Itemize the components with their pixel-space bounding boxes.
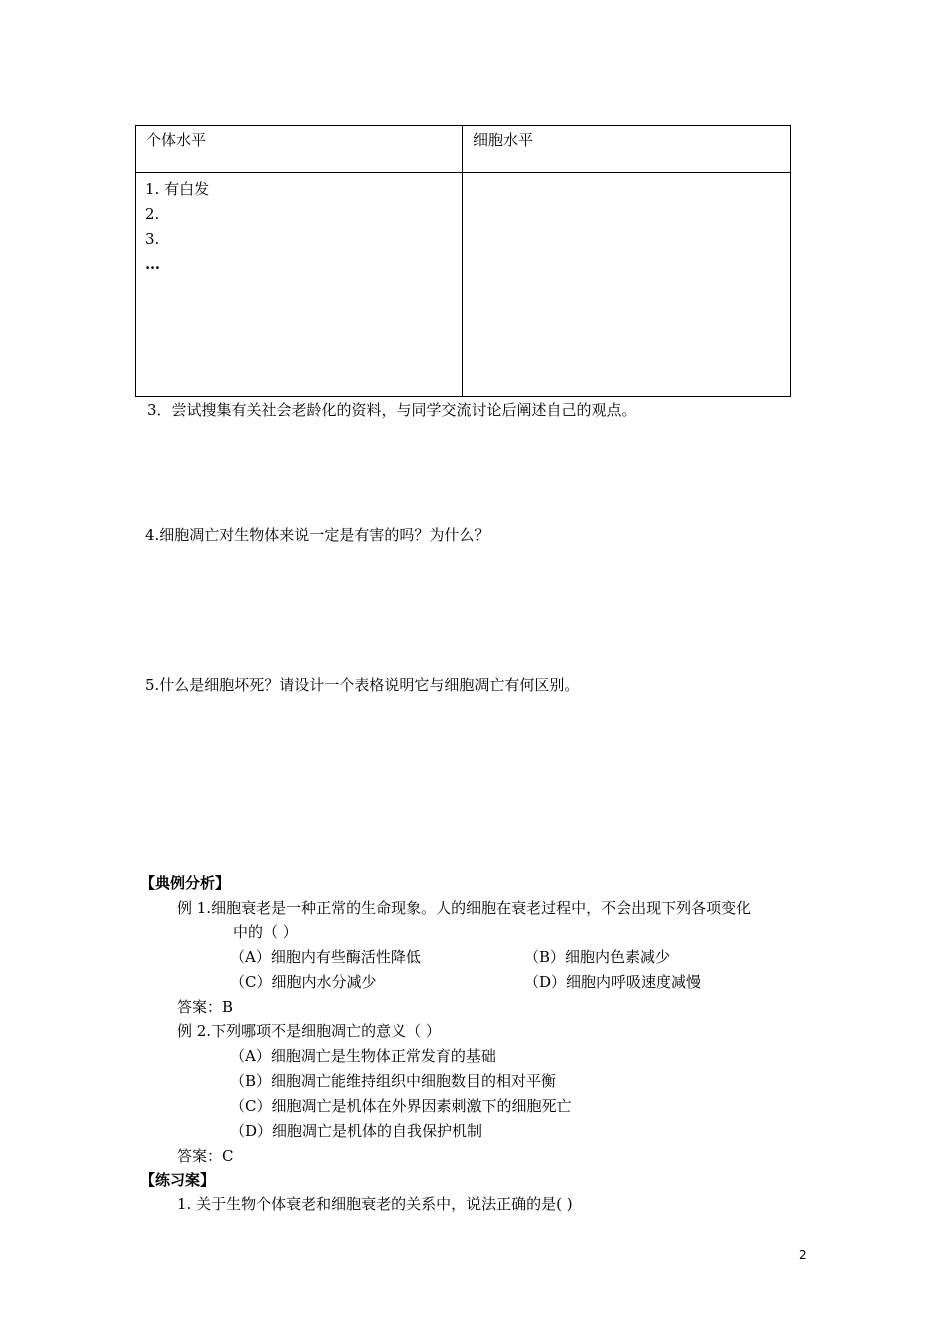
practice-heading: 【练习案】 xyxy=(140,1171,216,1189)
example-2-option-b: （B）细胞凋亡能维持组织中细胞数目的相对平衡 xyxy=(230,1072,557,1090)
individual-item: 3. xyxy=(145,230,160,248)
header-cell-level: 细胞水平 xyxy=(463,126,791,173)
individual-item: … xyxy=(145,255,160,273)
question-3: 3．尝试搜集有关社会老龄化的资料，与同学交流讨论后阐述自己的观点。 xyxy=(147,401,637,419)
examples-heading: 【典例分析】 xyxy=(140,874,231,892)
example-1-stem: 例 1.细胞衰老是一种正常的生命现象。人的细胞在衰老过程中，不会出现下列各项变化 xyxy=(177,899,752,917)
example-2-option-c: （C）细胞凋亡是机体在外界因素刺激下的细胞死亡 xyxy=(230,1097,572,1115)
question-4: 4.细胞凋亡对生物体来说一定是有害的吗？为什么？ xyxy=(145,526,490,544)
individual-level-cell[interactable] xyxy=(136,173,463,397)
page-number: 2 xyxy=(799,1248,807,1262)
question-5: 5.什么是细胞坏死？请设计一个表格说明它与细胞凋亡有何区别。 xyxy=(145,676,580,694)
individual-item: 2. xyxy=(145,205,160,223)
comparison-table xyxy=(135,125,791,397)
example-2-answer: 答案：C xyxy=(177,1147,234,1165)
header-individual-level: 个体水平 xyxy=(136,126,463,173)
example-2-option-d: （D）细胞凋亡是机体的自我保护机制 xyxy=(230,1122,483,1140)
individual-item: 1. 有白发 xyxy=(145,180,210,198)
example-1-option-c: （C）细胞内水分减少 xyxy=(230,973,377,991)
practice-question-1: 1. 关于生物个体衰老和细胞衰老的关系中，说法正确的是( ) xyxy=(177,1195,573,1213)
cell-level-cell[interactable] xyxy=(463,173,791,397)
example-2-stem: 例 2.下列哪项不是细胞凋亡的意义（ ） xyxy=(177,1022,441,1040)
example-1-answer: 答案：B xyxy=(177,998,234,1016)
example-1-option-a: （A）细胞内有些酶活性降低 xyxy=(230,948,421,966)
example-1-option-d: （D）细胞内呼吸速度减慢 xyxy=(524,973,702,991)
example-1-option-b: （B）细胞内色素减少 xyxy=(524,948,671,966)
example-1-stem-cont: 中的（ ） xyxy=(233,923,298,941)
example-2-option-a: （A）细胞凋亡是生物体正常发育的基础 xyxy=(230,1047,496,1065)
